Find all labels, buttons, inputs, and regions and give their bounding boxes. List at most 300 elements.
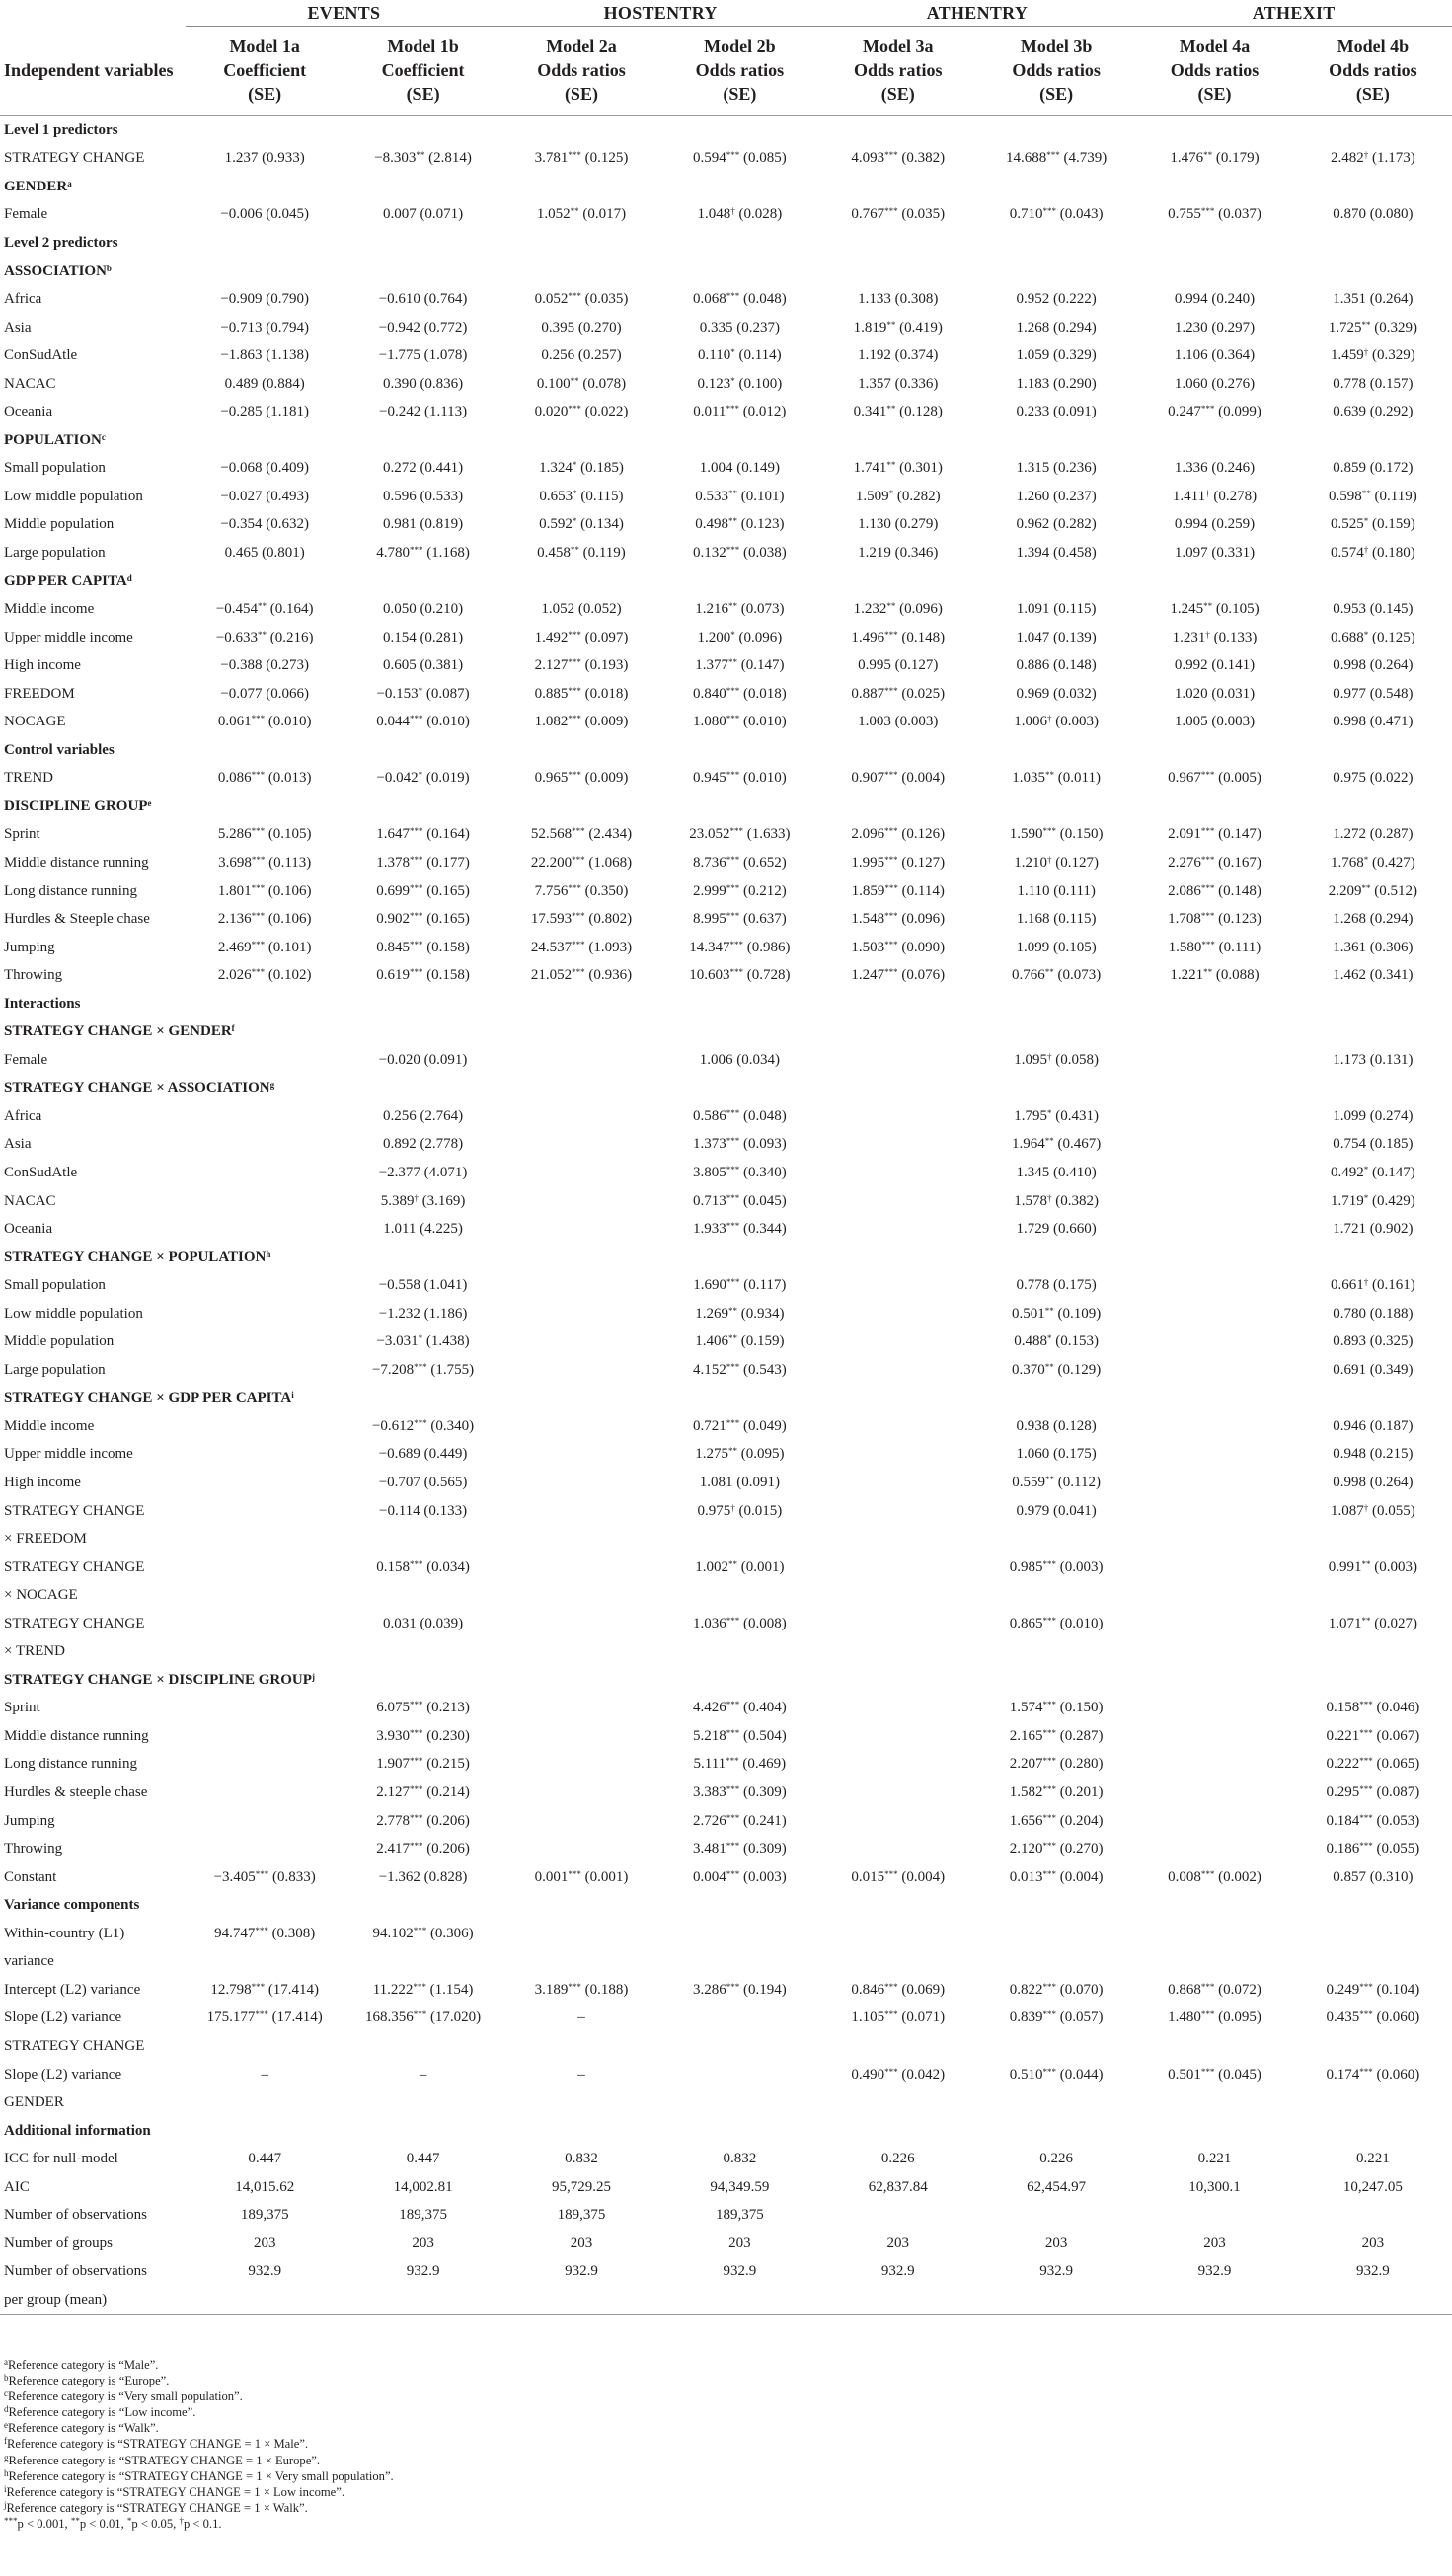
table-cell: 0.370** (0.129) — [1011, 1361, 1102, 1378]
row-label: Asia — [4, 319, 32, 336]
table-cell: 1.006 (0.034) — [699, 1051, 780, 1068]
table-cell — [819, 1131, 977, 1160]
table-cell: 0.465 (0.801) — [224, 544, 305, 561]
row-label: FREEDOM — [4, 685, 75, 702]
table-cell — [819, 2032, 977, 2061]
table-cell — [819, 1385, 977, 1413]
table-cell — [1135, 1835, 1293, 1863]
section-header-row — [0, 2117, 1452, 2146]
table-cell: 1.801*** (0.106) — [217, 882, 312, 899]
table-cell: 0.840*** (0.018) — [692, 685, 787, 702]
table-cell — [819, 1102, 977, 1131]
table-cell: 189,375 — [715, 2207, 764, 2224]
table-row — [0, 1469, 1452, 1497]
table-cell — [660, 990, 818, 1019]
table-row — [0, 370, 1452, 399]
table-cell: 0.295*** (0.087) — [1326, 1784, 1420, 1801]
row-label: Intercept (L2) variance — [4, 1981, 141, 1998]
table-row — [0, 1046, 1452, 1075]
table-cell — [1135, 793, 1293, 821]
table-cell: 0.846*** (0.069) — [851, 1981, 946, 1998]
table-cell: 1.095† (0.058) — [1014, 1051, 1099, 1068]
table-cell: 62,454.97 — [1027, 2178, 1087, 2195]
table-cell: 0.226 — [1039, 2151, 1073, 2167]
row-label: Number of observations — [4, 2263, 147, 2280]
table-cell: 1.099 (0.105) — [1016, 939, 1097, 955]
table-cell: −0.068 (0.409) — [220, 460, 310, 477]
table-cell — [344, 2032, 501, 2061]
table-cell: 189,375 — [399, 2207, 447, 2224]
section-header-row — [0, 736, 1452, 765]
table-cell — [186, 2088, 344, 2117]
table-row — [0, 905, 1452, 934]
table-cell: 1.345 (0.410) — [1016, 1165, 1097, 1180]
table-cell — [1135, 1807, 1293, 1836]
model-header — [977, 27, 1135, 116]
table-cell: 1.219 (0.346) — [858, 544, 939, 561]
table-cell: 1.080*** (0.010) — [692, 714, 787, 730]
table-cell — [186, 1102, 344, 1131]
table-cell — [1135, 1046, 1293, 1075]
model-stat: Odds ratios — [853, 60, 943, 80]
row-label: Constant — [4, 1868, 57, 1885]
table-cell — [819, 2117, 977, 2146]
table-cell — [1294, 1891, 1452, 1920]
table-cell: 0.953 (0.145) — [1333, 601, 1414, 618]
table-row — [0, 1187, 1452, 1216]
table-cell — [1135, 229, 1293, 258]
table-cell — [1135, 2117, 1293, 2146]
row-label: Upper middle income — [4, 1446, 133, 1463]
table-row — [0, 1412, 1452, 1441]
table-cell — [344, 1075, 501, 1103]
table-cell: 1.492*** (0.097) — [534, 629, 629, 645]
table-cell — [1135, 1300, 1293, 1328]
table-cell — [186, 1695, 344, 1723]
table-cell — [502, 116, 660, 145]
table-cell — [819, 1328, 977, 1357]
table-cell — [1135, 568, 1293, 596]
section-header-row — [0, 258, 1452, 286]
table-cell: −7.208*** (1.755) — [371, 1361, 475, 1378]
table-cell — [186, 1891, 344, 1920]
table-cell: 932.9 — [1039, 2263, 1073, 2280]
table-cell: 2.026*** (0.102) — [217, 967, 312, 984]
group-header-events: EVENTS — [186, 0, 502, 27]
row-label: STRATEGY CHANGE × GDP PER CAPITA$^i$ — [4, 1390, 294, 1406]
table-row — [0, 765, 1452, 794]
table-cell: 24.537*** (1.093) — [530, 939, 633, 955]
table-cell — [344, 1019, 501, 1047]
row-label: ASSOCIATION$^b$ — [4, 263, 112, 279]
row-label: Sprint — [4, 826, 40, 843]
table-cell: 0.490*** (0.042) — [851, 2066, 946, 2083]
table-cell: 1.361 (0.306) — [1333, 939, 1414, 955]
table-cell — [186, 1525, 344, 1553]
model-se: (SE) — [1039, 84, 1074, 104]
table-cell: 1.578† (0.382) — [1014, 1192, 1099, 1209]
table-cell — [977, 229, 1135, 258]
table-cell: 2.096*** (0.126) — [851, 826, 946, 843]
table-cell: 1.721 (0.902) — [1333, 1221, 1414, 1238]
section-header-row — [0, 426, 1452, 455]
table-cell: −1.362 (0.828) — [378, 1868, 468, 1885]
table-cell: −0.454** (0.164) — [215, 601, 314, 618]
table-cell — [186, 1807, 344, 1836]
table-cell: 0.488* (0.153) — [1014, 1333, 1099, 1350]
section-header-row — [0, 1075, 1452, 1103]
row-label: Oceania — [4, 404, 53, 420]
table-row — [0, 1835, 1452, 1863]
table-row — [0, 1159, 1452, 1187]
table-cell: 1.269** (0.934) — [695, 1305, 785, 1322]
table-cell — [819, 1779, 977, 1807]
table-cell: 0.991** (0.003) — [1328, 1558, 1417, 1575]
table-cell — [819, 1751, 977, 1780]
footnote: $^c$Reference category is “Very small population”. — [4, 2388, 243, 2404]
table-cell: −0.153* (0.087) — [376, 685, 470, 702]
table-cell — [344, 2088, 501, 2117]
table-cell: 0.767*** (0.035) — [851, 206, 946, 223]
table-cell — [819, 258, 977, 286]
table-row — [0, 511, 1452, 540]
table-cell: 1.106 (0.364) — [1174, 347, 1256, 364]
table-cell: 1.324* (0.185) — [539, 460, 624, 477]
table-cell — [502, 1948, 660, 1977]
table-row — [0, 1807, 1452, 1836]
table-cell — [977, 1019, 1135, 1047]
table-cell: −0.242 (1.113) — [378, 404, 468, 420]
table-cell: 0.619*** (0.158) — [376, 967, 470, 984]
table-cell: 1.357 (0.336) — [858, 375, 939, 392]
table-cell: 17.593*** (0.802) — [530, 911, 633, 928]
table-cell: 1.275** (0.095) — [695, 1446, 785, 1463]
table-cell: 0.458** (0.119) — [537, 544, 626, 561]
table-cell — [1135, 426, 1293, 455]
table-cell: 0.778 (0.175) — [1016, 1277, 1097, 1294]
table-cell: 94.102*** (0.306) — [372, 1925, 474, 1941]
row-label: Middle distance running — [4, 854, 149, 871]
table-cell: 1.245** (0.105) — [1170, 601, 1260, 618]
table-cell: 1.582*** (0.201) — [1009, 1784, 1104, 1801]
table-cell — [186, 1722, 344, 1751]
table-row — [0, 1695, 1452, 1723]
row-label: GENDER$^a$ — [4, 178, 72, 194]
table-cell: 0.962 (0.282) — [1016, 516, 1097, 533]
row-label: Slope (L2) variance — [4, 2009, 122, 2026]
table-row — [0, 1920, 1452, 1948]
table-cell: 0.998 (0.264) — [1333, 1475, 1414, 1491]
table-cell — [344, 2286, 501, 2314]
table-cell: 3.286*** (0.194) — [692, 1981, 787, 1998]
table-cell: 1.859*** (0.114) — [851, 882, 945, 899]
table-cell: −0.909 (0.790) — [220, 291, 310, 308]
table-cell — [502, 426, 660, 455]
table-cell — [502, 1356, 660, 1385]
table-row — [0, 2286, 1452, 2314]
table-cell: 1.729 (0.660) — [1016, 1221, 1097, 1238]
table-cell — [977, 1891, 1135, 1920]
table-cell: 0.661† (0.161) — [1330, 1277, 1415, 1294]
table-cell: 0.938 (0.128) — [1016, 1417, 1097, 1434]
table-cell: 0.952 (0.222) — [1016, 291, 1097, 308]
model-name: Model 2b — [704, 37, 776, 56]
table-cell — [344, 1525, 501, 1553]
table-cell: 932.9 — [1355, 2263, 1390, 2280]
table-cell — [819, 1497, 977, 1526]
table-cell — [502, 1075, 660, 1103]
table-cell — [502, 1244, 660, 1272]
table-cell: 1.059 (0.329) — [1016, 347, 1097, 364]
table-cell: 1.725** (0.329) — [1328, 319, 1417, 336]
table-row — [0, 2061, 1452, 2089]
table-cell — [819, 736, 977, 765]
table-cell: 0.011*** (0.012) — [693, 404, 787, 420]
table-cell: 0.395 (0.270) — [541, 319, 622, 336]
table-row — [0, 201, 1452, 230]
model-header — [1135, 27, 1293, 116]
table-cell: 1.133 (0.308) — [858, 291, 939, 308]
table-cell — [819, 1075, 977, 1103]
table-cell — [344, 1638, 501, 1667]
table-cell: 2.999*** (0.212) — [692, 882, 787, 899]
row-label: variance — [4, 1953, 54, 1970]
row-label: Number of observations — [4, 2207, 147, 2224]
model-se: (SE) — [880, 84, 915, 104]
table-cell — [660, 1525, 818, 1553]
table-cell: 0.994 (0.259) — [1174, 516, 1256, 533]
table-cell — [186, 1835, 344, 1863]
table-cell: −0.042* (0.019) — [376, 770, 470, 787]
model-stat: Odds ratios — [1170, 60, 1260, 80]
table-cell: −0.558 (1.041) — [378, 1277, 468, 1294]
section-header-row — [0, 793, 1452, 821]
table-cell — [1294, 736, 1452, 765]
table-cell: 0.653* (0.115) — [539, 488, 624, 504]
table-cell: 6.075*** (0.213) — [376, 1700, 470, 1716]
table-cell: 4.426*** (0.404) — [692, 1700, 787, 1716]
table-cell: 0.015*** (0.004) — [851, 1868, 946, 1885]
table-cell: 1.509* (0.282) — [855, 488, 941, 504]
section-header-row — [0, 568, 1452, 596]
table-cell: 932.9 — [406, 2263, 440, 2280]
table-cell: −8.303** (2.814) — [374, 150, 472, 167]
row-label: × TREND — [4, 1643, 65, 1660]
table-cell: 2.482† (1.173) — [1330, 150, 1415, 167]
table-cell: 2.091*** (0.147) — [1168, 826, 1261, 843]
table-cell: 10,300.1 — [1188, 2178, 1241, 2195]
table-cell — [1135, 1328, 1293, 1357]
table-cell — [186, 793, 344, 821]
table-cell: 0.004*** (0.003) — [692, 1868, 787, 1885]
row-label: Hurdles & Steeple chase — [4, 911, 150, 928]
table-row — [0, 483, 1452, 511]
table-cell: 3.805*** (0.340) — [692, 1165, 787, 1180]
group-header-hostentry: HOSTENTRY — [502, 0, 819, 27]
table-cell — [819, 1271, 977, 1300]
row-label: Interactions — [4, 995, 81, 1012]
table-cell — [502, 2088, 660, 2117]
group-header-athentry: ATHENTRY — [819, 0, 1136, 27]
row-label: STRATEGY CHANGE — [4, 2037, 145, 2054]
table-cell — [819, 1300, 977, 1328]
model-header — [819, 27, 977, 116]
row-label: High income — [4, 657, 81, 674]
table-cell — [819, 426, 977, 455]
footnote: $^h$Reference category is “STRATEGY CHANGE = 1 × Very small population”. — [4, 2467, 394, 2483]
table-row — [0, 1976, 1452, 2005]
table-cell: 932.9 — [248, 2263, 282, 2280]
table-cell — [819, 1553, 977, 1582]
table-cell — [819, 1610, 977, 1638]
row-label: Throwing — [4, 967, 63, 984]
table-cell — [977, 116, 1135, 145]
table-cell: 0.007 (0.071) — [382, 206, 464, 223]
table-cell — [1294, 990, 1452, 1019]
table-cell — [1294, 258, 1452, 286]
table-cell: −1.775 (1.078) — [378, 347, 468, 364]
table-cell: 1.087† (0.055) — [1330, 1502, 1415, 1519]
table-row — [0, 1497, 1452, 1526]
table-cell — [502, 1497, 660, 1526]
table-cell: 0.975 (0.022) — [1333, 770, 1414, 787]
row-label: Africa — [4, 1107, 42, 1124]
table-cell — [1294, 568, 1452, 596]
table-cell: 1.130 (0.279) — [858, 516, 939, 533]
table-row — [0, 2032, 1452, 2061]
table-cell — [344, 793, 501, 821]
table-row — [0, 1300, 1452, 1328]
table-cell — [1135, 2032, 1293, 2061]
table-cell: −0.707 (0.565) — [378, 1475, 468, 1491]
row-label: Long distance running — [4, 1756, 137, 1773]
table-cell: 10.603*** (0.728) — [689, 967, 791, 984]
table-row — [0, 934, 1452, 962]
table-cell — [819, 1215, 977, 1244]
footnote: $^b$Reference category is “Europe”. — [4, 2373, 170, 2388]
table-cell — [1135, 1610, 1293, 1638]
table-cell: 62,837.84 — [868, 2178, 928, 2195]
table-cell: 0.158*** (0.046) — [1326, 1700, 1420, 1716]
table-footnotes — [4, 2357, 394, 2532]
model-se: (SE) — [1355, 84, 1390, 104]
table-cell — [186, 1328, 344, 1357]
table-cell: 1.741** (0.301) — [853, 460, 943, 477]
table-cell — [1135, 1553, 1293, 1582]
table-cell — [977, 1525, 1135, 1553]
model-stat: Coefficient — [381, 60, 465, 80]
table-cell: 0.892 (2.778) — [382, 1136, 464, 1153]
table-cell: 0.822*** (0.070) — [1009, 1981, 1104, 1998]
table-cell — [344, 1891, 501, 1920]
table-cell: 1.351 (0.264) — [1333, 291, 1414, 308]
table-row — [0, 398, 1452, 426]
table-cell: 1.099 (0.274) — [1333, 1107, 1414, 1124]
table-cell: 1.995*** (0.127) — [851, 854, 946, 871]
row-label: Low middle population — [4, 1305, 143, 1322]
table-cell — [660, 2032, 818, 2061]
table-cell — [977, 173, 1135, 201]
table-row — [0, 2230, 1452, 2258]
table-cell: 12.798*** (17.414) — [210, 1981, 320, 1998]
row-label: Large population — [4, 544, 106, 561]
table-cell: 1.221** (0.088) — [1170, 967, 1260, 984]
table-cell — [977, 1948, 1135, 1977]
table-cell — [502, 1666, 660, 1695]
table-cell — [1135, 1779, 1293, 1807]
table-cell: 0.447 — [248, 2151, 282, 2167]
table-cell — [660, 2286, 818, 2314]
table-cell — [819, 1244, 977, 1272]
table-cell: −0.713 (0.794) — [220, 319, 310, 336]
table-cell: 0.341** (0.128) — [853, 404, 943, 420]
row-label: per group (mean) — [0, 2286, 186, 2314]
table-cell — [819, 1581, 977, 1610]
table-cell — [186, 568, 344, 596]
table-cell: 1.964** (0.467) — [1011, 1136, 1102, 1153]
table-cell — [660, 426, 818, 455]
table-cell — [502, 1187, 660, 1216]
row-label: Level 2 predictors — [4, 234, 118, 251]
table-cell — [1135, 2088, 1293, 2117]
independent-variables-header: Independent variables — [0, 27, 186, 116]
table-cell: 0.221 — [1197, 2151, 1232, 2167]
row-label: Hurdles & steeple chase — [4, 1784, 148, 1801]
row-label: Middle distance running — [4, 1727, 149, 1744]
table-cell — [1135, 116, 1293, 145]
table-cell: – — [577, 2009, 585, 2026]
group-header-athexit: ATHEXIT — [1135, 0, 1452, 27]
table-cell — [819, 1356, 977, 1385]
table-cell — [660, 1920, 818, 1948]
table-cell — [1135, 1019, 1293, 1047]
section-header-row — [0, 229, 1452, 258]
table-cell: 1.480*** (0.095) — [1168, 2009, 1261, 2026]
table-cell: 0.184*** (0.053) — [1326, 1812, 1420, 1829]
row-label: Large population — [4, 1361, 106, 1378]
model-stat: Odds ratios — [1012, 60, 1101, 80]
table-cell: 0.598** (0.119) — [1329, 488, 1417, 504]
table-cell: 2.127*** (0.193) — [534, 657, 629, 674]
table-cell — [502, 2286, 660, 2314]
table-cell: 0.533** (0.101) — [695, 488, 785, 504]
table-cell: 0.994 (0.240) — [1174, 291, 1256, 308]
table-cell — [819, 1046, 977, 1075]
section-header-row — [0, 116, 1452, 145]
table-cell — [502, 1019, 660, 1047]
table-cell — [186, 1751, 344, 1780]
table-cell — [502, 1807, 660, 1836]
table-cell — [1135, 173, 1293, 201]
table-cell: 5.389† (3.169) — [380, 1192, 466, 1209]
table-cell: 0.086*** (0.013) — [217, 770, 312, 787]
table-cell — [186, 2286, 344, 2314]
table-cell: 0.832 — [723, 2151, 757, 2167]
table-cell — [502, 568, 660, 596]
table-cell — [977, 568, 1135, 596]
table-cell — [1135, 1102, 1293, 1131]
table-cell — [1135, 258, 1293, 286]
table-cell: 0.031 (0.039) — [382, 1615, 464, 1631]
table-cell: 0.639 (0.292) — [1333, 404, 1414, 420]
table-cell — [819, 2286, 977, 2314]
table-cell: 1.247*** (0.076) — [851, 967, 946, 984]
table-cell — [819, 173, 977, 201]
table-row — [0, 2088, 1452, 2117]
group-header-blank — [0, 0, 186, 27]
section-header-row — [0, 1385, 1452, 1413]
table-cell — [344, 736, 501, 765]
